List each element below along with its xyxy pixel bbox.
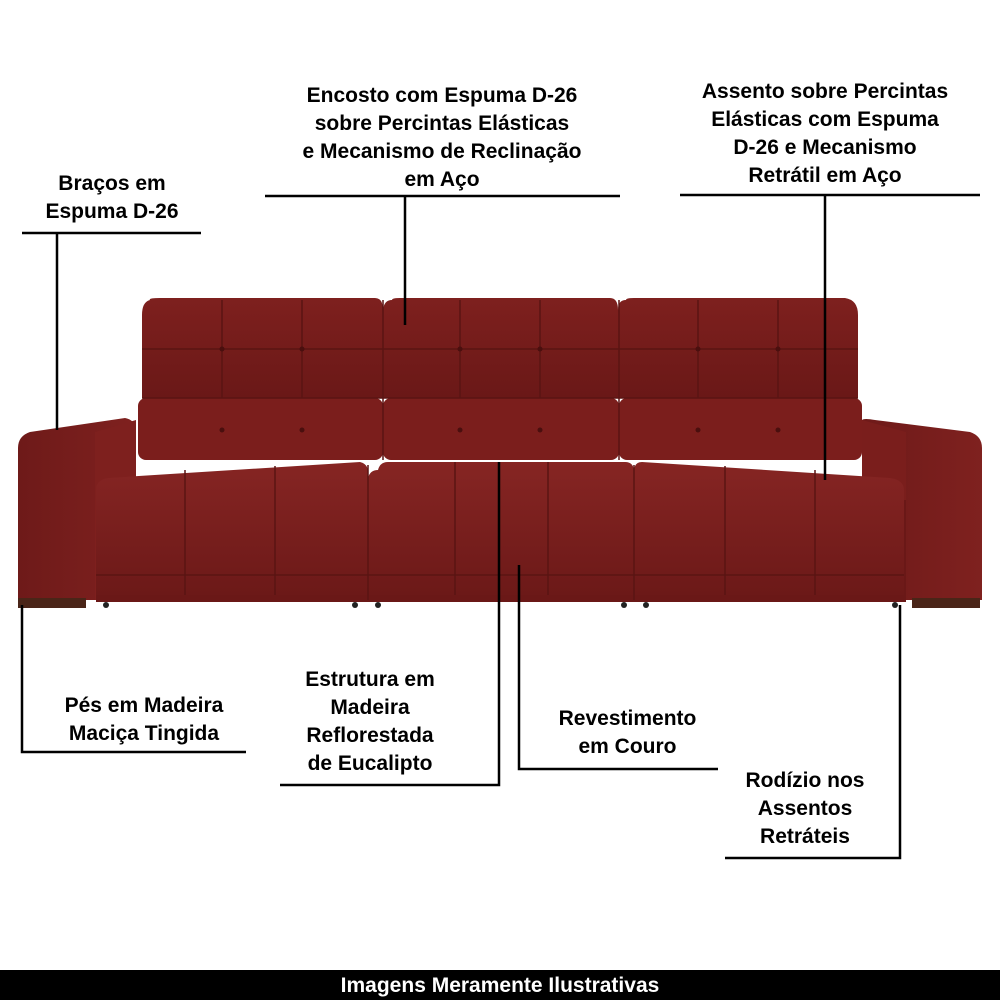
backrest-cushion-left [142,298,383,398]
caster-wheel [103,602,109,608]
caster-wheel [892,602,898,608]
backrest [138,298,862,460]
label-estrutura: Estrutura em Madeira Reflorestada de Eucalipto [305,668,435,775]
label-bracos: Braços em Espuma D-26 [45,172,179,223]
caster-wheel [621,602,627,608]
back-lower-left [138,398,383,460]
label-rodizio: Rodízio nos Assentos Retráteis [745,769,865,848]
seats [96,462,906,608]
back-lower-center [383,398,619,460]
label-assento: Assento sobre Percintas Elásticas com Espuma D-26 e Mecanismo Retrátil em Aço [701,80,949,187]
footer-disclaimer: Imagens Meramente Ilustrativas [0,970,1000,1000]
caster-wheel [375,602,381,608]
label-pes: Pés em Madeira Maciça Tingida [64,694,224,745]
label-encosto: Encosto com Espuma D-26 sobre Percintas Elásticas e Mecanismo de Reclinação em Aço [302,84,582,191]
label-revestimento: Revestimento em Couro [558,707,697,758]
caster-wheel [643,602,649,608]
caster-wheel [352,602,358,608]
backrest-cushion-center [383,298,618,398]
backrest-cushion-right [618,298,858,398]
